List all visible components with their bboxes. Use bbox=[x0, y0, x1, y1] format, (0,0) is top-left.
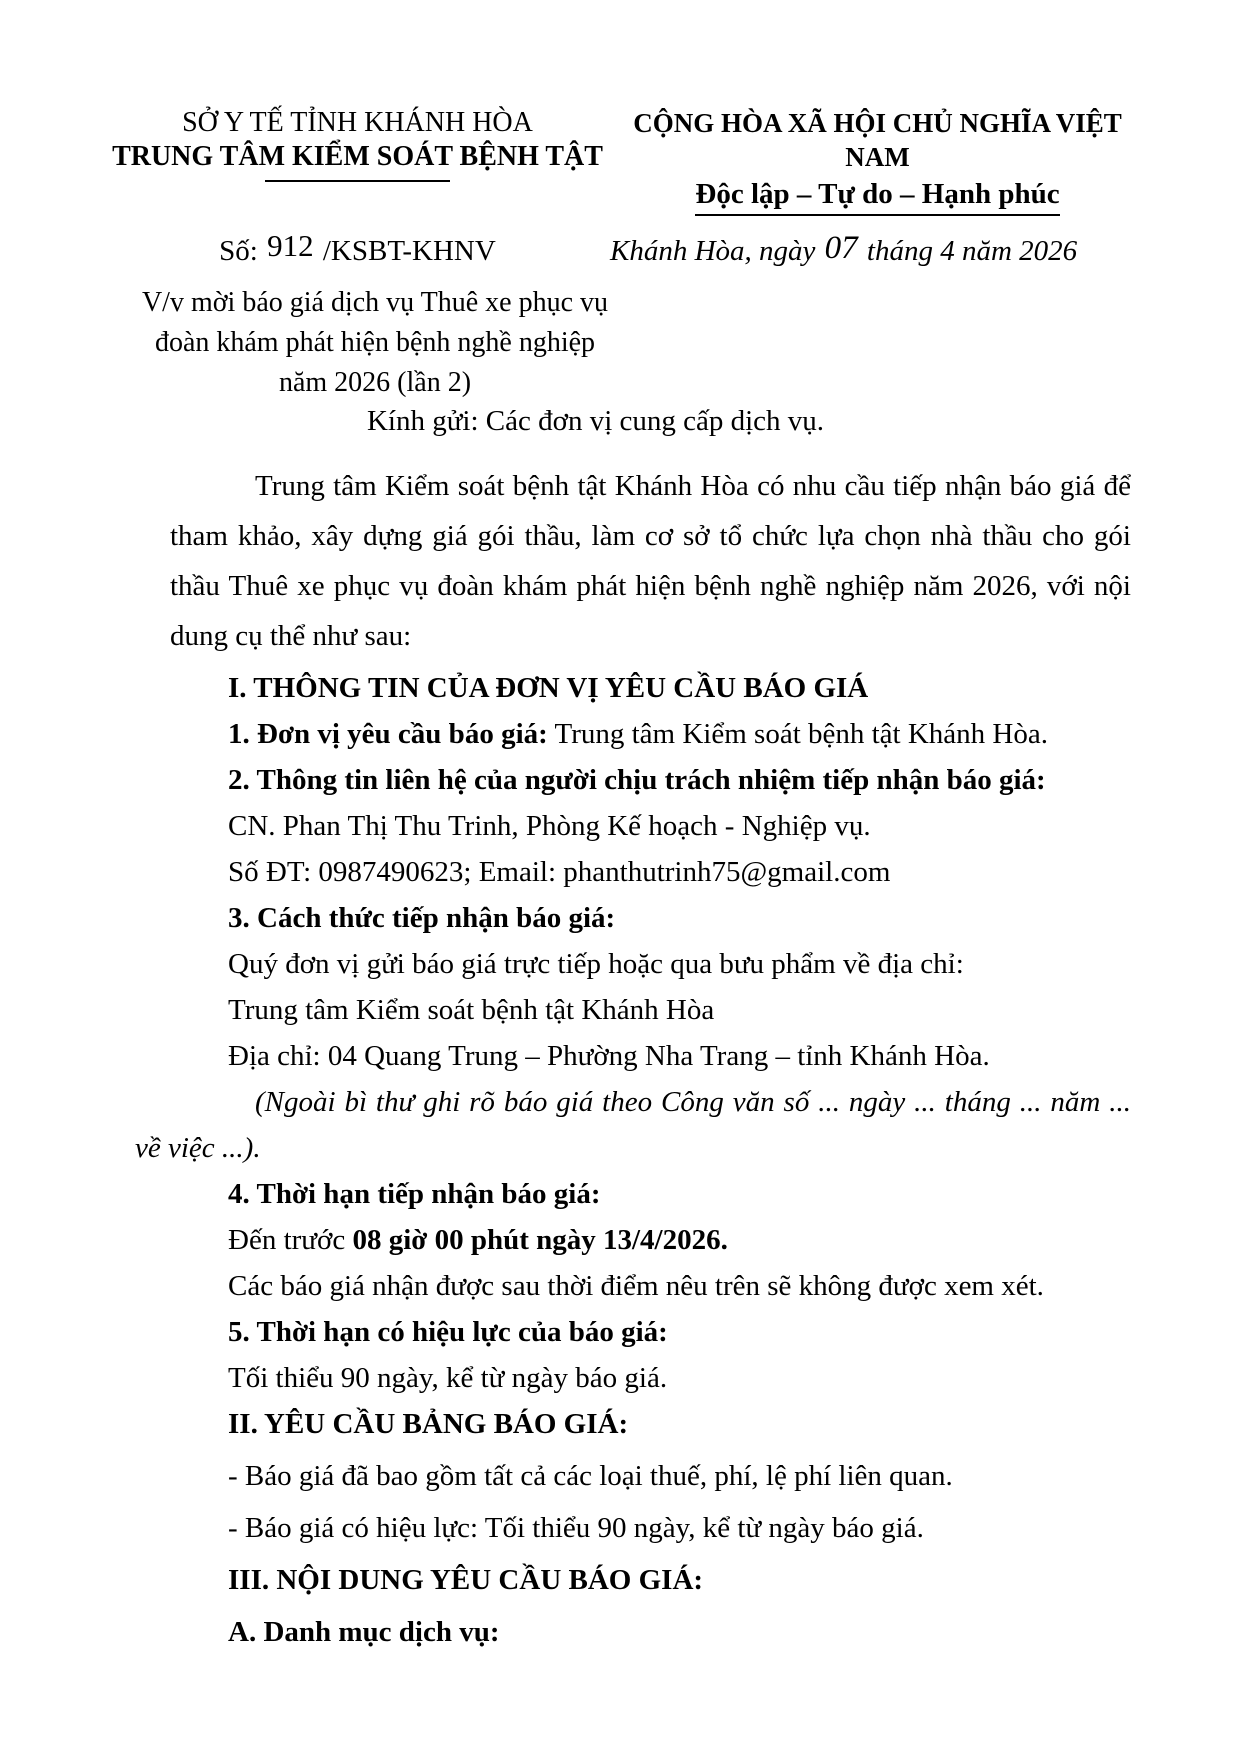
document-subject bbox=[140, 283, 610, 403]
agency-parent-name: SỞ Y TẾ TỈNH KHÁNH HÒA bbox=[182, 107, 533, 138]
national-motto: Độc lập – Tự do – Hạnh phúc bbox=[695, 176, 1059, 216]
item-1-text: Trung tâm Kiểm soát bệnh tật Khánh Hòa. bbox=[554, 718, 1048, 750]
document-number-prefix: Số: bbox=[219, 235, 258, 267]
document-header bbox=[0, 106, 1241, 216]
item-2-heading: 2. Thông tin liên hệ của người chịu trách nhiệm tiếp nhận báo giá: bbox=[228, 764, 1046, 796]
deadline-line bbox=[170, 1217, 1131, 1263]
contact-phone-email: Số ĐT: 0987490623; Email: phanthutrinh75@gmail.com bbox=[228, 856, 891, 888]
national-title: CỘNG HÒA XÃ HỘI CHỦ NGHĨA VIỆT NAM bbox=[633, 108, 1122, 172]
agency-name: TRUNG TÂM KIỂM SOÁT BỆNH TẬT bbox=[112, 141, 603, 172]
header-left-rule bbox=[265, 180, 450, 182]
subject-line-2: đoàn khám phát hiện bệnh nghề nghiệp bbox=[154, 327, 596, 358]
date-month-year: tháng 4 năm 2026 bbox=[866, 235, 1078, 267]
deadline-note: Các báo giá nhận được sau thời điểm nêu trên sẽ không được xem xét. bbox=[228, 1270, 1044, 1302]
delivery-organization: Trung tâm Kiểm soát bệnh tật Khánh Hòa bbox=[228, 994, 715, 1026]
section-3-heading: III. NỘI DUNG YÊU CẦU BÁO GIÁ: bbox=[228, 1564, 704, 1596]
date-place: Khánh Hòa, ngày bbox=[610, 235, 816, 267]
item-1-label: 1. Đơn vị yêu cầu báo giá: bbox=[228, 718, 548, 750]
salutation: Kính gửi: Các đơn vị cung cấp dịch vụ. bbox=[366, 405, 825, 437]
contact-name: CN. Phan Thị Thu Trinh, Phòng Kế hoạch - Nghiệp vụ. bbox=[228, 810, 871, 842]
validity-text: Tối thiểu 90 ngày, kể từ ngày báo giá. bbox=[228, 1362, 668, 1394]
subject-line-3: năm 2026 (lần 2) bbox=[278, 367, 472, 398]
document-body bbox=[135, 397, 1131, 1655]
delivery-address: Địa chỉ: 04 Quang Trung – Phường Nha Trang – tỉnh Khánh Hòa. bbox=[228, 1040, 990, 1072]
document-date bbox=[610, 230, 1241, 271]
deadline-prefix: Đến trước bbox=[228, 1224, 346, 1256]
header-right-block bbox=[615, 106, 1140, 216]
date-day-value: 07 bbox=[824, 230, 858, 266]
document-number-value: 912 bbox=[267, 228, 314, 263]
document-number bbox=[105, 230, 610, 271]
document-meta-row bbox=[0, 230, 1241, 271]
subject-line-1: V/v mời báo giá dịch vụ Thuê xe phục vụ bbox=[141, 287, 609, 318]
section-1-heading: I. THÔNG TIN CỦA ĐƠN VỊ YÊU CẦU BÁO GIÁ bbox=[228, 672, 869, 704]
deadline-value: 08 giờ 00 phút ngày 13/4/2026. bbox=[352, 1224, 728, 1256]
item-5-heading: 5. Thời hạn có hiệu lực của báo giá: bbox=[228, 1316, 668, 1348]
header-left-block bbox=[105, 106, 610, 216]
section-2-heading: II. YÊU CẦU BẢNG BÁO GIÁ: bbox=[228, 1408, 629, 1440]
document-number-suffix: /KSBT-KHNV bbox=[322, 235, 496, 267]
bullet-validity: - Báo giá có hiệu lực: Tối thiểu 90 ngày, kể từ ngày báo giá. bbox=[228, 1512, 924, 1544]
section-3a-heading: A. Danh mục dịch vụ: bbox=[228, 1616, 500, 1648]
item-3-heading: 3. Cách thức tiếp nhận báo giá: bbox=[228, 902, 616, 934]
delivery-method: Quý đơn vị gửi báo giá trực tiếp hoặc qua bưu phẩm về địa chỉ: bbox=[228, 948, 964, 980]
item-4-heading: 4. Thời hạn tiếp nhận báo giá: bbox=[228, 1178, 601, 1210]
item-1 bbox=[170, 711, 1131, 757]
bullet-taxes: - Báo giá đã bao gồm tất cả các loại thuế, phí, lệ phí liên quan. bbox=[228, 1460, 953, 1492]
intro-paragraph: Trung tâm Kiểm soát bệnh tật Khánh Hòa có nhu cầu tiếp nhận báo giá để tham khảo, xây dựng giá gói thầu, làm cơ sở tổ chức lựa chọn nhà thầu cho gói thầu Thuê xe phục vụ đoàn khám phát hiện bệnh nghề nghiệp năm 2026, với nội dung cụ thể như sau: bbox=[170, 470, 1131, 652]
envelope-note: (Ngoài bì thư ghi rõ báo giá theo Công văn số ... ngày ... tháng ... năm ... về việc ...). bbox=[135, 1086, 1131, 1164]
